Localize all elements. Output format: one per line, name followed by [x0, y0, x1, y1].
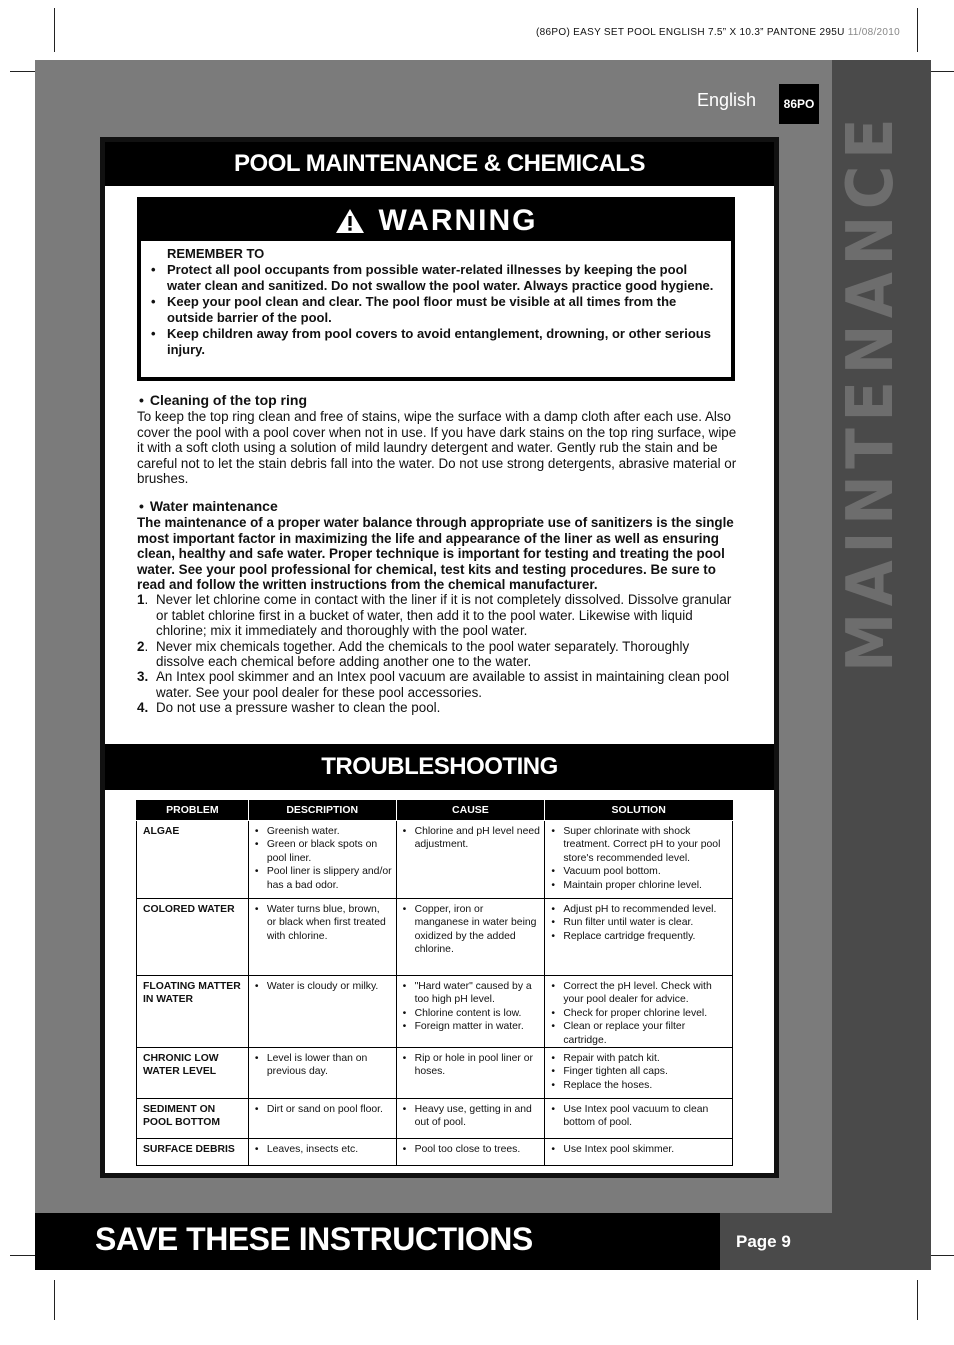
print-spec: (86PO) EASY SET POOL ENGLISH 7.5” X 10.3” PANTONE 295U — [536, 27, 845, 38]
step-text: Do not use a pressure washer to clean the pool. — [156, 700, 441, 716]
footer-title: SAVE THESE INSTRUCTIONS — [95, 1221, 533, 1257]
cause-list — [403, 903, 541, 957]
description-item: • Water turns blue, brown, or black when first treated with chlorine. — [255, 903, 392, 943]
solution-list — [551, 903, 728, 943]
warning-title: WARNING — [378, 204, 538, 237]
water-heading: Water maintenance — [149, 498, 278, 514]
column-header: CAUSE — [396, 801, 545, 821]
step-number: 3. — [137, 669, 149, 685]
solution-item: • Maintain proper chlorine level. — [551, 879, 728, 892]
solution-cell — [545, 821, 733, 899]
description-item: • Pool liner is slippery and/or has a bad odor. — [255, 865, 392, 892]
column-header: DESCRIPTION — [248, 801, 396, 821]
description-item: • Level is lower than on previous day. — [255, 1052, 392, 1079]
description-item: • Dirt or sand on pool floor. — [255, 1103, 392, 1116]
solution-cell — [545, 1048, 733, 1099]
language-label: English — [697, 90, 757, 110]
cause-cell — [396, 1048, 545, 1099]
solution-cell — [545, 1099, 733, 1139]
water-maintenance-section — [137, 499, 737, 716]
solution-item: • Vacuum pool bottom. — [551, 865, 728, 878]
table-row — [137, 976, 733, 1048]
top-ring-title — [137, 393, 737, 408]
table-row — [137, 1048, 733, 1099]
cause-cell — [396, 821, 545, 899]
cause-item: • Chlorine content is low. — [403, 1007, 541, 1020]
description-cell — [248, 1139, 396, 1166]
solution-list — [551, 825, 728, 892]
cause-item: • "Hard water" caused by a too high pH level. — [403, 980, 541, 1007]
cause-cell — [396, 1139, 545, 1166]
step-number: 1. — [137, 592, 149, 608]
crop-mark — [917, 8, 918, 52]
cause-list — [403, 1103, 541, 1130]
solution-cell — [545, 1139, 733, 1166]
troubleshooting-title: TROUBLESHOOTING — [105, 744, 774, 790]
warning-item: • Keep your pool clean and clear. The pool floor must be visible at all times from the outside barrier of the pool. — [147, 294, 715, 326]
description-cell — [248, 821, 396, 899]
description-cell — [248, 976, 396, 1048]
column-header: PROBLEM — [137, 801, 249, 821]
solution-list — [551, 1052, 728, 1092]
description-item: • Water is cloudy or milky. — [255, 980, 392, 993]
solution-item: • Finger tighten all caps. — [551, 1065, 728, 1078]
description-item: • Greenish water. — [255, 825, 392, 838]
description-list — [255, 825, 392, 892]
solution-item: • Super chlorinate with shock treatment. Correct pH to your pool store's recommended level. — [551, 825, 728, 865]
warning-lead: REMEMBER TO — [167, 246, 265, 261]
table-row — [137, 1099, 733, 1139]
solution-cell — [545, 899, 733, 976]
solution-item: • Adjust pH to recommended level. — [551, 903, 728, 916]
description-cell — [248, 1048, 396, 1099]
cause-cell — [396, 976, 545, 1048]
solution-item: • Repair with patch kit. — [551, 1052, 728, 1065]
top-ring-section — [137, 393, 737, 486]
troubleshooting-table — [136, 800, 733, 1166]
bullet: • — [139, 498, 144, 514]
print-date: 11/08/2010 — [847, 27, 900, 38]
water-intro: The maintenance of a proper water balance through appropriate use of sanitizers is the single most important factor in maximizing the life and appearance of the liner as well as ensuring clean, healthy and safe water. Proper technique is important for testing and treating the pool water. See your pool professional for chemical, test kits and testing procedures. Be sure to read and follow the written instructions from the chemical manufacturer. — [137, 515, 734, 593]
cause-item: • Copper, iron or manganese in water being oxidized by the added chlorine. — [403, 903, 541, 957]
problem-cell: SURFACE DEBRIS — [137, 1139, 249, 1166]
step-number: 4. — [137, 700, 149, 716]
cause-list — [403, 825, 541, 852]
crop-mark — [917, 1280, 918, 1320]
warning-body — [141, 241, 731, 358]
description-list — [255, 1143, 392, 1156]
warning-header — [141, 201, 731, 241]
content-panel — [100, 137, 779, 1178]
problem-cell: FLOATING MATTER IN WATER — [137, 976, 249, 1048]
description-item: • Leaves, insects etc. — [255, 1143, 392, 1156]
step-text: Never let chlorine come in contact with the liner if it is not completely dissolved. Dissolve granular or tablet chlorine first in a bucket of water, then add it to the pool water. Likewise with liquid chlorine; mix it immediately and thoroughly with the pool water. — [156, 592, 732, 639]
table-row — [137, 821, 733, 899]
top-ring-heading: Cleaning of the top ring — [149, 392, 308, 408]
solution-item: • Use Intex pool vacuum to clean bottom of pool. — [551, 1103, 728, 1130]
step-text: An Intex pool skimmer and an Intex pool vacuum are available to assist in maintaining clean pool water. See your pool dealer for these pool accessories. — [156, 669, 730, 700]
description-cell — [248, 1099, 396, 1139]
description-cell — [248, 899, 396, 976]
problem-cell: COLORED WATER — [137, 899, 249, 976]
water-steps — [137, 592, 737, 715]
cause-item: • Rip or hole in pool liner or hoses. — [403, 1052, 541, 1079]
water-title — [137, 499, 737, 514]
page-number: Page 9 — [720, 1213, 832, 1270]
table-row — [137, 899, 733, 976]
crop-mark — [54, 1280, 55, 1320]
water-step — [137, 639, 737, 670]
cause-item: • Foreign matter in water. — [403, 1020, 541, 1033]
table-header-row — [137, 801, 733, 821]
side-title: MAINTENANCE — [834, 111, 908, 672]
warning-box — [137, 197, 735, 381]
solution-item: • Correct the pH level. Check with your pool dealer for advice. — [551, 980, 728, 1007]
solution-item: • Check for proper chlorine level. — [551, 1007, 728, 1020]
solution-item: • Run filter until water is clear. — [551, 916, 728, 929]
solution-item: • Replace the hoses. — [551, 1079, 728, 1092]
solution-list — [551, 1143, 728, 1156]
warning-list — [147, 262, 715, 358]
warning-item: • Protect all pool occupants from possible water-related illnesses by keeping the pool water clean and sanitized. Do not swallow the pool water. Always practice good hygiene. — [147, 262, 715, 294]
cause-cell — [396, 899, 545, 976]
model-code-badge: 86PO — [779, 84, 819, 124]
step-number: 2. — [137, 638, 149, 654]
description-list — [255, 1052, 392, 1079]
solution-item: • Replace cartridge frequently. — [551, 930, 728, 943]
water-step — [137, 669, 737, 700]
warning-item: • Keep children away from pool covers to avoid entanglement, drowning, or other serious injury. — [147, 326, 715, 358]
cause-list — [403, 1052, 541, 1079]
bullet: • — [139, 392, 144, 408]
solution-list — [551, 980, 728, 1047]
problem-cell: CHRONIC LOW WATER LEVEL — [137, 1048, 249, 1099]
footer-bar — [35, 1213, 720, 1270]
water-step — [137, 592, 737, 638]
column-header: SOLUTION — [545, 801, 733, 821]
cause-item: • Heavy use, getting in and out of pool. — [403, 1103, 541, 1130]
cause-item: • Chlorine and pH level need adjustment. — [403, 825, 541, 852]
description-list — [255, 1103, 392, 1116]
side-tab — [832, 60, 931, 1270]
problem-cell: SEDIMENT ON POOL BOTTOM — [137, 1099, 249, 1139]
section-title: POOL MAINTENANCE & CHEMICALS — [105, 142, 774, 186]
water-step — [137, 700, 737, 715]
description-list — [255, 980, 392, 993]
description-item: • Green or black spots on pool liner. — [255, 838, 392, 865]
warning-triangle-icon — [335, 208, 365, 234]
description-list — [255, 903, 392, 943]
top-ring-text: To keep the top ring clean and free of stains, wipe the surface with a damp cloth after each use. Also cover the pool with a pool cover when not in use. If you have dark stains on the top ring surface, wipe it with a soft cloth using a solution of mild laundry detergent and water. Gently rub the stain and be careful not to let the stain debris fall into the water. Do not use strong detergents, abrasive material or brushes. — [137, 409, 737, 487]
solution-list — [551, 1103, 728, 1130]
cause-list — [403, 1143, 541, 1156]
crop-mark — [54, 8, 55, 52]
cause-list — [403, 980, 541, 1034]
table-row — [137, 1139, 733, 1166]
print-info — [536, 27, 900, 38]
solution-item: • Use Intex pool skimmer. — [551, 1143, 728, 1156]
solution-cell — [545, 976, 733, 1048]
cause-item: • Pool too close to trees. — [403, 1143, 541, 1156]
solution-item: • Clean or replace your filter cartridge. — [551, 1020, 728, 1047]
cause-cell — [396, 1099, 545, 1139]
problem-cell: ALGAE — [137, 821, 249, 899]
step-text: Never mix chemicals together. Add the chemicals to the pool water separately. Thoroughly dissolve each chemical before adding another one to the water. — [156, 638, 690, 670]
